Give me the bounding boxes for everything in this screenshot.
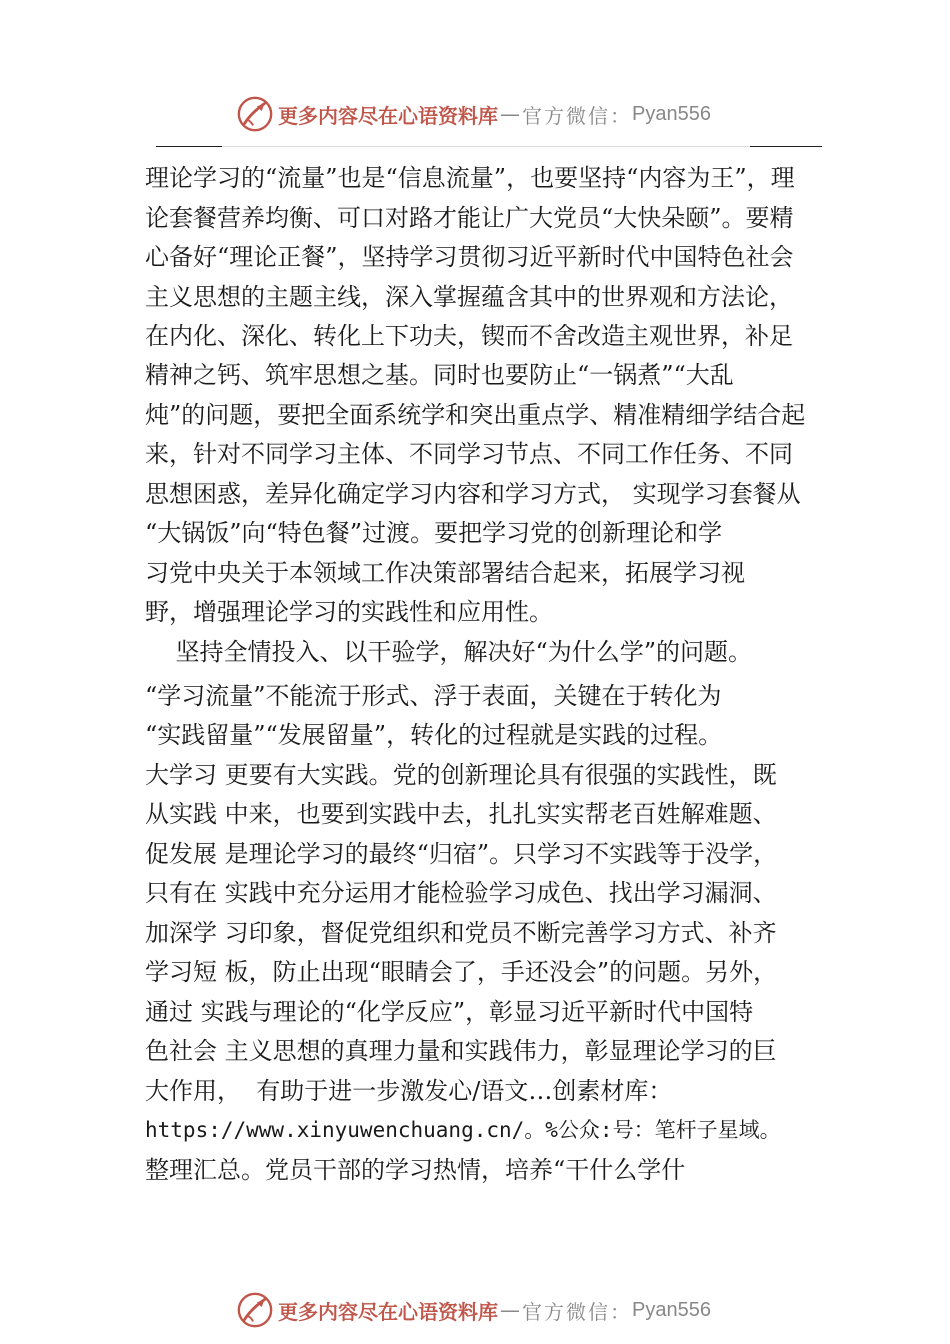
page-footer <box>0 1284 950 1334</box>
body-line: 精神之钙、筑牢思想之基。同时也要防止“一锅煮”“大乱 <box>145 361 734 389</box>
body-line: 理论学习的“流量”也是“信息流量”，也要坚持“内容为王”，理 <box>145 164 795 192</box>
body-line: 大学习 更要有大实践。党的创新理论具有很强的实践性，既 <box>145 761 777 789</box>
body-line: 习党中央关于本领域工作决策部署结合起来，拓展学习视 <box>145 559 745 587</box>
paragraph-lead-line: 坚持全情投入、以干验学，解决好“为什么学”的问题。 <box>145 638 753 666</box>
footer-wechat-id: Pyan556 <box>632 1298 711 1321</box>
header-separator: — <box>500 102 520 126</box>
footer-brand[interactable] <box>236 1290 711 1330</box>
body-line: 论套餐营养均衡、可口对路才能让广大党员“大快朵颐”。要精 <box>145 204 794 232</box>
body-line: 整理汇总。党员干部的学习热情，培养“干什么学什 <box>145 1156 686 1184</box>
body-line: 来，针对不同学习主体、不同学习节点、不同工作任务、不同 <box>145 440 793 468</box>
header-wechat-id: Pyan556 <box>632 102 711 125</box>
url-line: https://www.xinyuwenchuang.cn/。%公众:号：笔杆子星域。 <box>145 1118 781 1142</box>
body-line: 炖”的问题，要把全面系统学和突出重点学、精准精细学结合起 <box>145 401 806 429</box>
pen-nib-logo-icon <box>236 1291 274 1329</box>
body-line: 色社会 主义思想的真理力量和实践伟力，彰显理论学习的巨 <box>145 1037 777 1065</box>
footer-brand-name: 更多内容尽在心语资料库 <box>278 1299 498 1324</box>
body-line: 野，增强理论学习的实践性和应用性。 <box>145 598 553 626</box>
body-line: 促发展 是理论学习的最终“归宿”。只学习不实践等于没学， <box>145 840 778 868</box>
footer-wechat-label: 官方微信： <box>522 1299 632 1324</box>
body-line: 通过 实践与理论的“化学反应”，彰显习近平新时代中国特 <box>145 998 754 1026</box>
body-line: 从实践 中来，也要到实践中去，扎扎实实帮老百姓解难题、 <box>145 800 777 828</box>
body-line: 主义思想的主题主线，深入掌握蕴含其中的世界观和方法论， <box>145 283 793 311</box>
body-line: 只有在 实践中充分运用才能检验学习成色、找出学习漏洞、 <box>145 879 777 907</box>
body-line: 大作用， 有助于进一步激发心/语文…创素材库： <box>145 1077 673 1105</box>
body-line: 加深学 习印象，督促党组织和党员不断完善学习方式、补齐 <box>145 919 777 947</box>
body-line: “实践留量”“发展留量”，转化的过程就是实践的过程。 <box>145 721 723 749</box>
body-line: 在内化、深化、转化上下功夫，锲而不舍改造主观世界，补足 <box>145 322 793 350</box>
body-line: 学习短 板，防止出现“眼睛会了，手还没会”的问题。另外， <box>145 958 778 986</box>
body-line: 思想困惑，差异化确定学习内容和学习方式， 实现学习套餐从 <box>145 480 801 508</box>
footer-separator: — <box>500 1298 520 1322</box>
body-line: “学习流量”不能流于形式、浮于表面，关键在于转化为 <box>145 682 722 710</box>
body-line: “大锅饭”向“特色餐”过渡。要把学习党的创新理论和学 <box>145 519 723 547</box>
body-line: 心备好“理论正餐”，坚持学习贯彻习近平新时代中国特色社会 <box>145 243 794 271</box>
header-brand-name: 更多内容尽在心语资料库 <box>278 103 498 128</box>
header-wechat-label: 官方微信： <box>522 103 632 128</box>
